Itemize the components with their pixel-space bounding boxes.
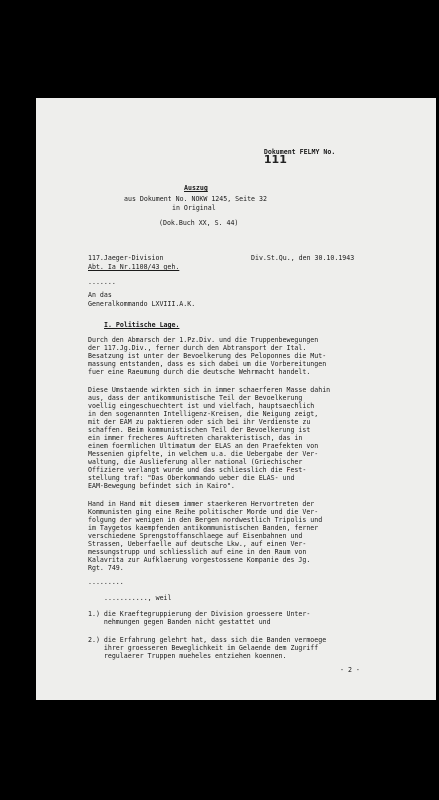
list-item-line: ihrer groesseren Beweglichkeit im Gelaende dem Zugriff — [88, 644, 319, 652]
paragraph-line: verschiedene Sprengstoffanschlaege auf Eisenbahnen und — [88, 532, 303, 540]
page-number: - 2 - — [340, 666, 360, 674]
source-line-2: in Original — [172, 204, 216, 212]
paragraph-line: Besatzung ist unter der Bevoelkerung des Peloponnes die Mut- — [88, 352, 327, 360]
paragraph-line: Hand in Hand mit diesem immer staerkeren Hervortreten der — [88, 500, 315, 508]
paragraph-line: Durch den Abmarsch der 1.Pz.Div. und die Truppenbewegungen — [88, 336, 319, 344]
paragraph-line: Kommunisten ging eine Reihe politischer Morde und die Ver- — [88, 508, 319, 516]
paragraph-line: mit der EAM zu paktieren oder sich bei ihr Verdienste zu — [88, 418, 311, 426]
document-page — [36, 98, 436, 700]
separator-dots: ......... — [88, 578, 124, 586]
list-item-line: 1.) die Kraeftegruppierung der Division groessere Unter- — [88, 610, 311, 618]
separator-dots: ....... — [88, 278, 116, 286]
paragraph-line: aus, dass der antikommunistische Teil der Bevoelkerung — [88, 394, 303, 402]
list-item-line: regulaerer Truppen mueheles entziehen koennen. — [88, 652, 287, 660]
addressee-line-2: Generalkommando LXVIII.A.K. — [88, 300, 196, 308]
paragraph-line: stellung traf: "Das Oberkommando ueber die ELAS- und — [88, 474, 295, 482]
paragraph-line: Rgt. 749. — [88, 564, 124, 572]
paragraph-line: Diese Umstaende wirkten sich in immer schaerferen Masse dahin — [88, 386, 331, 394]
book-reference: (Dok.Buch XX, S. 44) — [159, 219, 239, 227]
sender-line-2: Abt. Ia Nr.1108/43 geh. — [88, 263, 180, 271]
section-heading: I. Politische Lage. — [104, 321, 180, 329]
paragraph-line: schaffen. Beim kommunistischen Teil der Bevoelkerung ist — [88, 426, 311, 434]
paragraph-line: Kalavrita zur Aufklaerung vorgestossene Kompanie des Jg. — [88, 556, 311, 564]
paragraph-line: in den sogenannten Intelligenz-Kreisen, die Neigung zeigt, — [88, 410, 319, 418]
paragraph-line: fuer eine Raeumung durch die deutsche Wehrmacht handelt. — [88, 368, 311, 376]
list-item-line: 2.) die Erfahrung gelehrt hat, dass sich die Banden vermoege — [88, 636, 327, 644]
paragraph-line: Strassen, Ueberfaelle auf deutsche Lkw., auf einen Ver- — [88, 540, 307, 548]
sender-line-1: 117.Jaeger-Division — [88, 254, 164, 262]
place-date: Div.St.Qu., den 30.10.1943 — [251, 254, 355, 262]
paragraph-line: Offiziere verlangt wurde und das schliesslich die Fest- — [88, 466, 307, 474]
source-line-1: aus Dokument No. NOKW 1245, Seite 32 — [124, 195, 267, 203]
addressee-line-1: An das — [88, 291, 112, 299]
paragraph-line: EAM-Bewegung befindet sich in Kairo". — [88, 482, 235, 490]
paragraph-line: einem foermlichen Ultimatum der ELAS an den Praefekten von — [88, 442, 319, 450]
paragraph-line: folgung der wenigen in den Bergen nordwestlich Tripolis und — [88, 516, 323, 524]
document-title: Auszug — [184, 184, 208, 192]
paragraph-line: Messenien gipfelte, in welchem u.a. die Uebergabe der Ver- — [88, 450, 319, 458]
document-reference — [248, 140, 335, 173]
document-number-handwritten: 111 — [263, 153, 287, 166]
paragraph-line: waltung, die Auslieferung aller national (Griechischer — [88, 458, 303, 466]
paragraph-line: ein immer frecheres Auftreten charakteristisch, das in — [88, 434, 303, 442]
paragraph-line: der 117.Jg.Div., ferner durch den Abtransport der Ital. — [88, 344, 307, 352]
paragraph-line: massung entstanden, dass es sich dabei um die Vorbereitungen — [88, 360, 327, 368]
paragraph-line: voellig eingeschuechtert ist und vielfach, hauptsaechlich — [88, 402, 315, 410]
paragraph-line: im Taygetos kaempfenden antikommunistischen Banden, ferner — [88, 524, 319, 532]
weil-line: ..........., weil — [104, 594, 172, 602]
list-item-line: nehmungen gegen Banden nicht gestattet und — [88, 618, 271, 626]
paragraph-line: messungstrupp und schliesslich auf eine in den Raum von — [88, 548, 307, 556]
document-reference-label: Dokument FELMY No. — [263, 148, 336, 156]
